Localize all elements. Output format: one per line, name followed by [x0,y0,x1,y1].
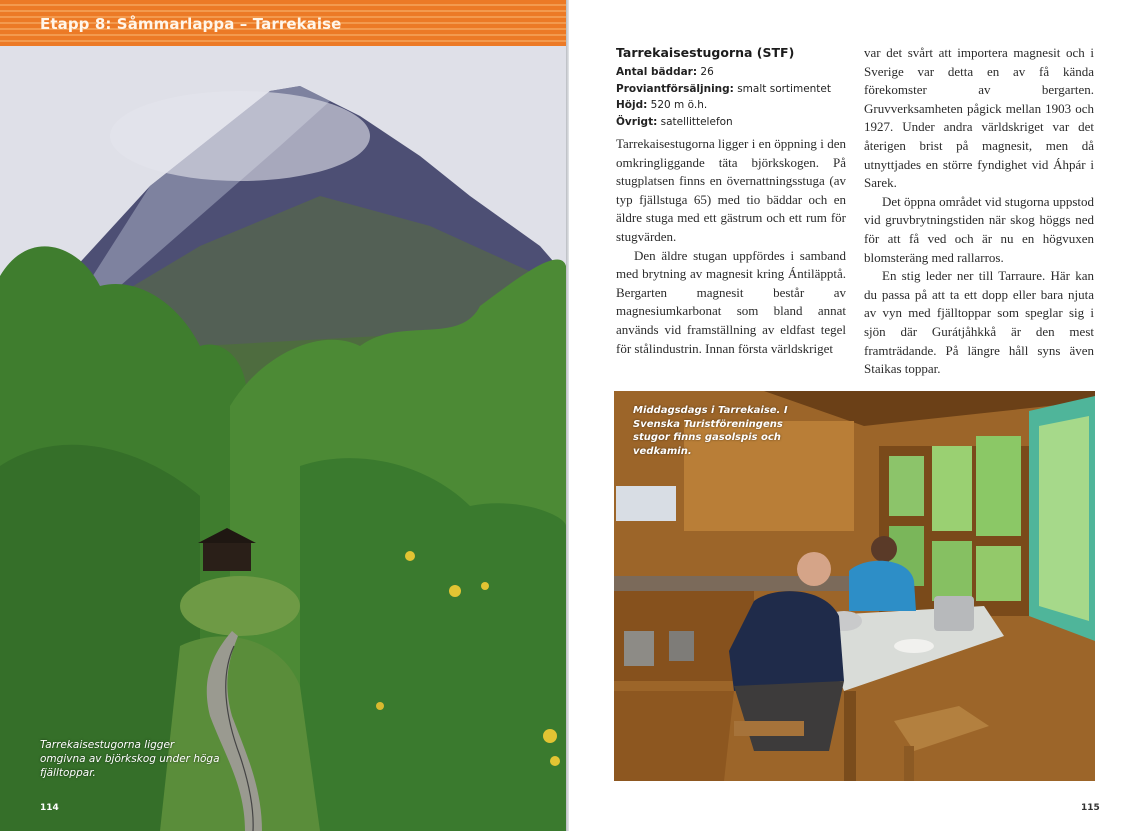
cabin-kitchen-photo [614,391,1095,781]
fact-beds [616,64,846,81]
text-column-2 [864,44,1094,379]
fact-value: 26 [697,66,714,78]
body-paragraph: Den äldre stugan uppfördes i samband med brytning av magnesit kring Ántiläpptå. Bergarten magnesit består av magnesiumkarbonat som bland annat används vid framställning av eldfast tegel för stålindustrin. Innan första världskriget [616,247,846,356]
fact-value: satellittelefon [657,115,733,128]
fact-provisions [616,81,846,98]
fact-label: Höjd: [616,99,648,111]
photo-caption-left: Tarrekaisestugorna ligger omgivna av björkskog under höga fjälltoppar. [40,739,220,779]
page-number-left: 114 [40,803,59,813]
photo-caption-right: Middagsdags i Tarrekaise. I Svenska Turistföreningens stugor finns gasolspis och vedkamin. [633,405,788,457]
facts-box [616,44,846,130]
mountain-forest-photo [0,46,566,831]
body-paragraph: Tarrekaisestugorna ligger i en öppning i den omkringliggande täta björkskogen. På stugplatsen finns en övernattningsstuga (av typ fjällstuga 65) med tio bäddar och en äldre stuga med ett gästrum och ett rum för stugvärden. [616,136,846,244]
text-column-1 [616,44,846,358]
chapter-header-band [0,0,568,46]
body-paragraph: En stig leder ner till Tarraure. Här kan du passa på att ta ett dopp eller bara njuta av vyn med fjälltoppar som speglar sig i sjön där Gurátjåhkkå är den mest framträdande. På längre håll syns även Staikas toppar. [864,268,1094,377]
body-paragraph: Det öppna området vid stugorna uppstod vid gruvbrytningstiden när skog höggs ned för att få ved och är nu en högvuxen blomsteräng med rallarros. [864,193,1094,265]
fact-altitude [616,97,846,114]
fact-label: Antal bäddar: [616,66,698,78]
fact-other [616,114,846,131]
mountain-forest-illustration [0,46,566,831]
fact-value: smalt sortimentet [733,82,831,95]
right-page [569,0,1134,831]
chapter-title: Etapp 8: Såmmarlappa – Tarrekaise [40,15,342,33]
page-number-right: 115 [1081,803,1100,813]
fact-label: Proviantförsäljning: [616,82,734,95]
fact-label: Övrigt: [616,115,658,128]
fact-value: 520 m ö.h. [647,99,708,111]
facts-title: Tarrekaisestugorna (STF) [616,45,795,60]
body-paragraph: var det svårt att importera magnesit och i Sverige var detta en av få kända förekomster av bergarten. Gruvverksamheten pågick mellan 1903 och 1927. Under andra världskriget var det återigen brist på magnesit, men då utnyttjades en större fyndighet vid Áhpár i Sarek. [864,45,1094,191]
